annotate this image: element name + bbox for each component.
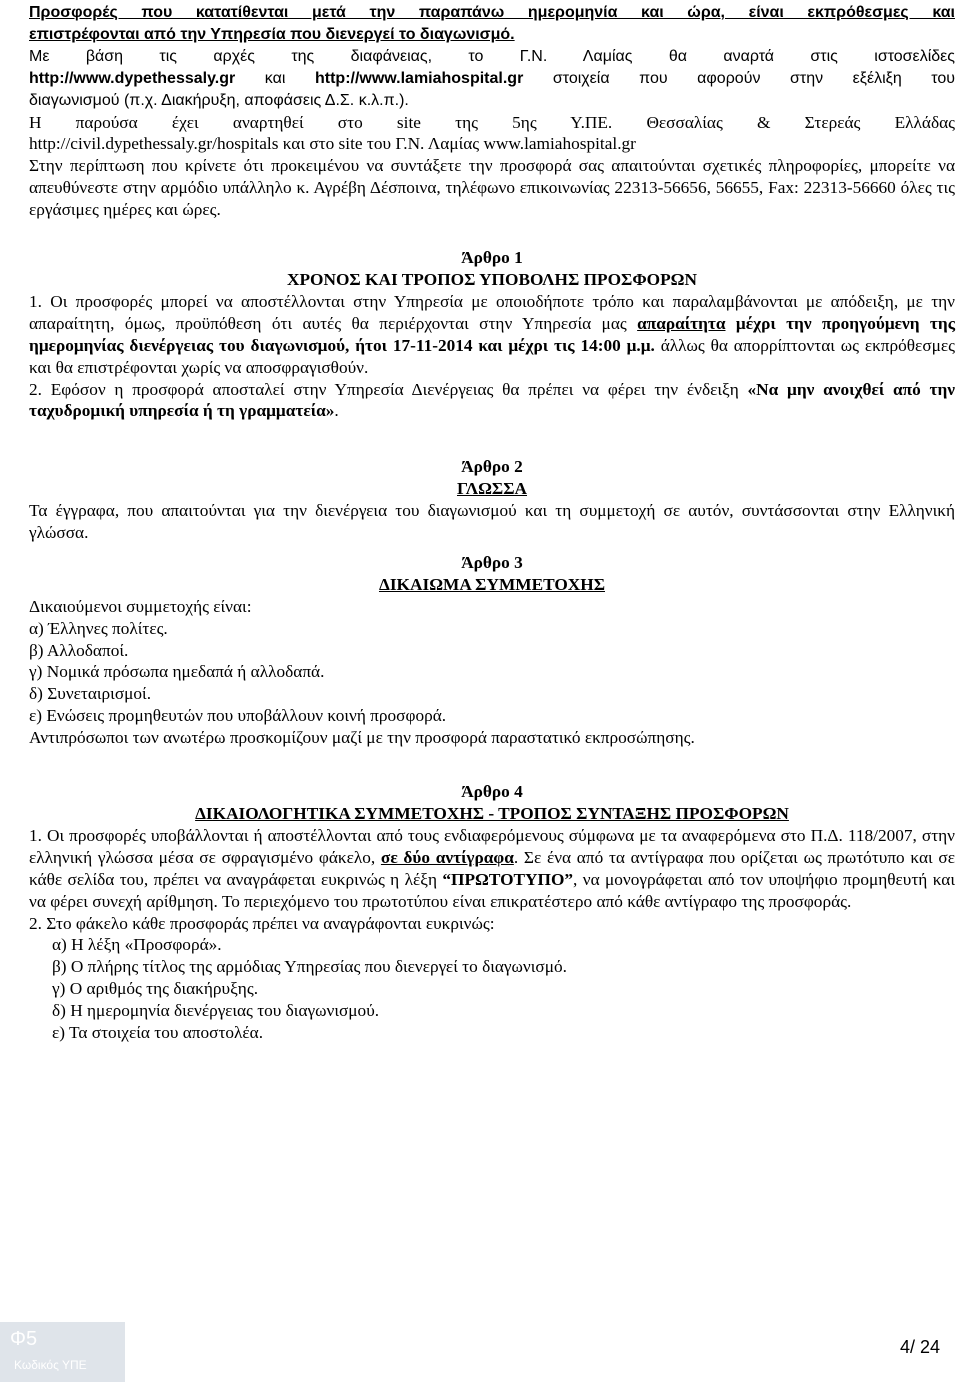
transparency-line-1: Με βάση τις αρχές της διαφάνειας, το Γ.Ν. Λαμίας θα αναρτά στις ιστοσελίδες (29, 47, 955, 65)
article-4-paragraph-1: 1. Οι προσφορές υποβάλλονται ή αποστέλλονται από τους ενδιαφερόμενους σύμφωνα με τα αναφερόμενα στο Π.Δ. 118/2007, στην ελληνική γλώσσα μέσα σε σφραγισμένο φάκελο, σε δύο αντίγραφα. Σε ένα από τα αντίγραφα που ορίζεται ως πρωτότυπο και σε κάθε σελίδα του, πρέπει να αναγράφεται ευκρινώς η λέξη “ΠΡΩΤΟΤΥΠΟ”, να μονογράφεται από τον υποψήφιο προμηθευτή και να φέρει συνεχή αρίθμηση. Το περιεχόμενο του πρωτοτύπου είναι επικρατέστερο από κάθε αντίγραφο της προσφοράς. (29, 825, 955, 911)
article-3-line: γ) Νομικά πρόσωπα ημεδαπά ή αλλοδαπά. (29, 662, 325, 682)
document-page (29, 0, 955, 1044)
envelope-item: δ) Η ημερομηνία διενέργειας του διαγωνισμού. (52, 1001, 380, 1021)
article-3-line: ε) Ενώσεις προμηθευτών που υποβάλλουν κοινή προσφορά. (29, 706, 447, 726)
envelope-item: γ) Ο αριθμός της διακήρυξης. (52, 979, 259, 999)
article-4-heading: ΔΙΚΑΙΟΛΟΓΗΤΙΚΑ ΣΥΜΜΕΤΟΧΗΣ - ΤΡΟΠΟΣ ΣΥΝΤΑΞΗΣ ΠΡΟΣΦΟΡΩΝ (195, 804, 789, 823)
article-3-heading: ΔΙΚΑΙΩΜΑ ΣΥΜΜΕΤΟΧΗΣ (378, 574, 605, 594)
late-offers-line-1: Προσφορές που κατατίθενται μετά την παραπάνω ημερομηνία και ώρα, είναι εκπρόθεσμες και (29, 4, 955, 21)
article-3-line: Αντιπρόσωποι των ανωτέρω προσκομίζουν μαζί με την προσφορά παραστατικό εκπροσώπησης. (29, 728, 695, 748)
posted-line-1: Η παρούσα έχει αναρτηθεί στο site της 5ης Υ.ΠΕ. Θεσσαλίας & Στερεάς Ελλάδας (29, 112, 955, 132)
two-copies-text: σε δύο αντίγραφα (380, 847, 514, 867)
envelope-item: α) Η λέξη «Προσφορά». (52, 935, 222, 955)
transparency-rest: στοιχεία που αφορούν στην εξέλιξη του (523, 69, 956, 87)
link-dypethessaly[interactable]: http://www.dypethessaly.gr (29, 69, 236, 87)
article-3-line: Δικαιούμενοι συμμετοχής είναι: (29, 596, 252, 616)
envelope-item: ε) Τα στοιχεία του αποστολέα. (52, 1023, 264, 1043)
transparency-line-3: διαγωνισμού (π.χ. Διακήρυξη, αποφάσεις Δ.Σ. κ.λ.π.). (29, 91, 409, 109)
article-4-title: Άρθρο 4 (461, 782, 523, 802)
contact-paragraph: Στην περίπτωση που κρίνετε ότι προκειμένου να συντάξετε την προσφορά σας απαιτούνται σχετικές πληροφορίες, μπορείτε να απευθύνεστε στην αρμόδιο υπάλληλο κ. Αγρέβη Δέσποινα, τηλέφωνο επικοινωνίας 22313-56656, 56655, Fax: 22313-56660 όλες τις εργάσιμες ημέρες και ώρες. (29, 156, 955, 220)
posted-line-2: http://civil.dypethessaly.gr/hospitals και στο site του Γ.Ν. Λαμίας www.lamiahospital.gr (29, 134, 636, 154)
link-lamiahospital[interactable]: http://www.lamiahospital.gr (314, 69, 524, 87)
article-3-line: β) Αλλοδαποί. (29, 640, 129, 660)
article-3-line: α) Έλληνες πολίτες. (29, 618, 168, 638)
article-4-paragraph-2: 2. Στο φάκελο κάθε προσφοράς πρέπει να αναγράφονται ευκρινώς: (29, 913, 495, 933)
page-number: 4/ 24 (899, 1337, 940, 1357)
transparency-line-2 (29, 68, 955, 90)
article-2-title: Άρθρο 2 (461, 457, 523, 477)
deadline-text: μέχρι την προηγούμενη της ημερομηνίας διενέργειας του διαγωνισμού, ήτοι 17-11-2014 και μέχρι τις 14:00 μ.μ. (29, 313, 955, 355)
envelope-item: β) Ο πλήρης τίτλος της αρμόδιας Υπηρεσίας που διενεργεί το διαγωνισμό. (52, 957, 567, 977)
footer-code: Φ5 (10, 1328, 38, 1350)
do-not-open-text: «Να μην ανοιχθεί από την ταχυδρομική υπηρεσία ή τη γραμματεία» (29, 379, 955, 421)
article-1-paragraph-1: 1. Οι προσφορές μπορεί να αποστέλλονται στην Υπηρεσία με οποιοδήποτε τρόπο και παραλαμβάνονται με απόδειξη, με την απαραίτητη, όμως, προϋπόθεση ότι αυτές θα περιέρχονται στην Υπηρεσία μας απαραίτητα μέχρι την προηγούμενη της ημερομηνίας διενέργειας του διαγωνισμού, ήτοι 17-11-2014 και μέχρι τις 14:00 μ.μ. άλλως θα απορρίπτονται ως εκπρόθεσμες και θα επιστρέφονται χωρίς να αποσφραγισθούν. (29, 291, 955, 377)
article-1-heading: ΧΡΟΝΟΣ ΚΑΙ ΤΡΟΠΟΣ ΥΠΟΒΟΛΗΣ ΠΡΟΣΦΟΡΩΝ (287, 269, 697, 289)
required-text: απαραίτητα (637, 313, 726, 333)
late-offers-line-2: επιστρέφονται από την Υπηρεσία που διενεργεί το διαγωνισμό. (29, 25, 515, 43)
article-2-paragraph: Τα έγγραφα, που απαιτούνται για την διενέργεια του διαγωνισμού και τη συμμετοχή σε αυτόν, συντάσσονται στην Ελληνική γλώσσα. (29, 501, 955, 543)
article-3-line: δ) Συνεταιρισμοί. (29, 684, 152, 704)
article-1-title: Άρθρο 1 (461, 248, 523, 268)
article-2-heading: ΓΛΩΣΣΑ (456, 479, 528, 499)
article-1-paragraph-2: 2. Εφόσον η προσφορά αποσταλεί στην Υπηρεσία Διενέργειας θα πρέπει να φέρει την ένδειξη «Να μην ανοιχθεί από την ταχυδρομική υπηρεσία ή τη γραμματεία». (29, 379, 955, 421)
footer-code-label: Κωδικός ΥΠΕ (14, 1358, 87, 1372)
article-3-title: Άρθρο 3 (461, 552, 523, 572)
and-text: και (235, 69, 315, 87)
footer-code-box (0, 1322, 125, 1382)
original-text: “ΠΡΩΤΟΤΥΠΟ” (442, 869, 574, 889)
